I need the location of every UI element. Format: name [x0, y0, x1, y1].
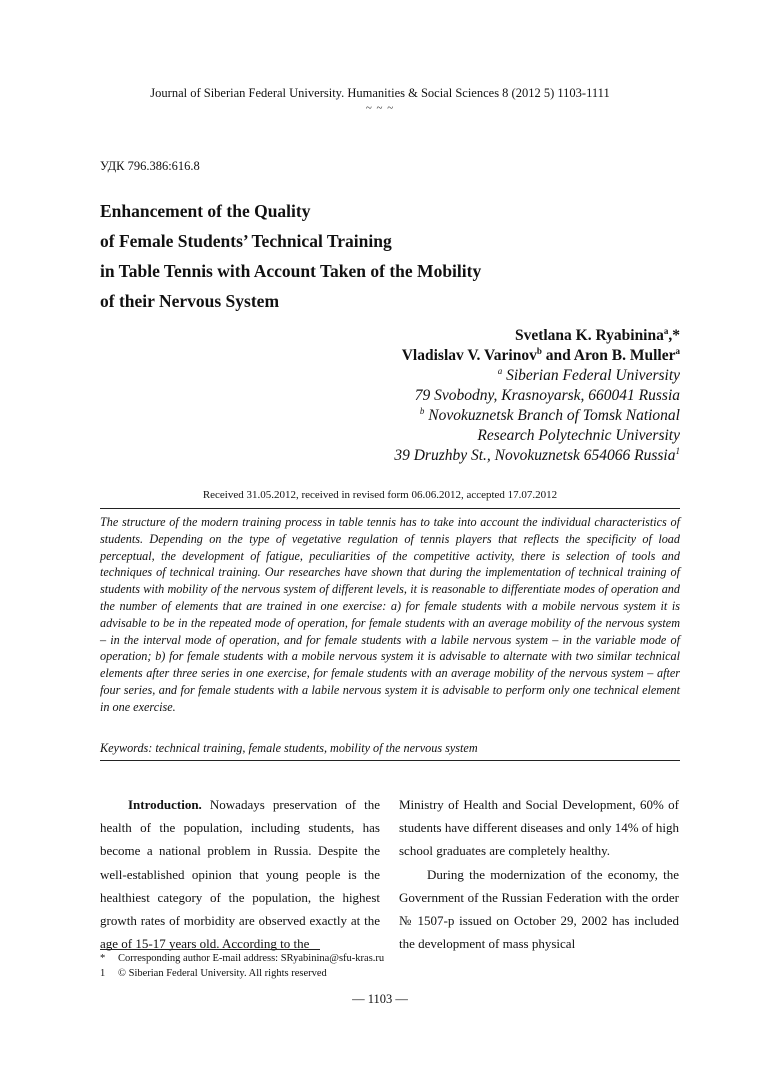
aff-line: Research Polytechnic University	[477, 427, 680, 444]
author-suffix: ,*	[668, 327, 680, 344]
author-name: Svetlana K. Ryabinina	[514, 327, 664, 344]
footnote-mark: 1	[100, 968, 106, 979]
page-number: — 1103 —	[352, 992, 408, 1006]
journal-header: Journal of Siberian Federal University. Humanities & Social Sciences 8 (2012 5) 1103-1111	[150, 86, 610, 100]
footnote-rule	[100, 949, 320, 950]
footnote-text: Corresponding author E-mail address: SRyabinina@sfu-kras.ru	[118, 953, 385, 964]
title-line: Enhancement of the Quality	[100, 201, 311, 221]
aff-line: Novokuznetsk Branch of Tomsk National	[424, 407, 680, 424]
author-line-1	[394, 326, 680, 346]
keywords: Keywords: technical training, female students, mobility of the nervous system	[100, 741, 478, 755]
body-column-right	[399, 793, 679, 955]
author-block	[394, 326, 680, 466]
title-line: of their Nervous System	[100, 291, 280, 311]
title-line: of Female Students’ Technical Training	[100, 231, 392, 251]
author-sup: a	[663, 325, 669, 336]
aff-line: 39 Druzhby St., Novokuznetsk 654066 Russia	[394, 447, 676, 464]
aff-line: 79 Svobodny, Krasnoyarsk, 660041 Russia	[414, 387, 680, 404]
abstract: The structure of the modern training process in table tennis has to take into account the individual characteristics of students. Depending on the type of vegetative regulation of tennis players that reflects the specificity of load perceptual, the development of fatigue, peculiarities of the competitive activity, there is selection of tools and techniques of technical training. Our researches have shown that during the implementation of technical training of students with mobility of the nervous system of different levels, it is reasonable to differentiate modes of operation and the number of elements that are trained in one exercise: a) for female students with a mobile nervous system it is advisable to be in the repeated mode of operation, for female students with an average mobility of the nervous system – in the interval mode of operation, and for female students with a labile nervous system – in the variable mode of operation; b) for female students with a mobile nervous system it is advisable to alternate with two similar technical elements after three series in one exercise, for female students with an average mobility of the nervous system – after four series, and for female students with a labile nervous system it is advisable to perform only one technical element in one exercise.	[100, 515, 680, 714]
section-heading: Introduction.	[128, 797, 202, 812]
body-paragraph: Ministry of Health and Social Development, 60% of students have different diseases and only 14% of high school graduates are completely healthy.	[399, 797, 679, 859]
aff-sup: b	[419, 405, 425, 416]
author-line-2	[394, 346, 680, 366]
author-name: and Aron B. Muller	[541, 347, 676, 364]
footnote-mark: *	[100, 953, 106, 964]
affiliation-b	[394, 406, 680, 426]
author-name: Vladislav V. Varinov	[401, 347, 537, 364]
abstract-top-rule	[100, 508, 680, 509]
received-dates: Received 31.05.2012, received in revised form 06.06.2012, accepted 17.07.2012	[202, 489, 558, 501]
footnote	[100, 967, 327, 981]
abstract-bottom-rule	[100, 760, 680, 761]
header-ornament: ~ ~ ~	[365, 102, 395, 114]
author-sup: b	[536, 345, 542, 356]
body-paragraph: During the modernization of the economy, the Government of the Russian Federation with the order № 1507-р issued on October 29, 2002 has included the development of mass physical	[399, 866, 679, 952]
aff-sup: a	[497, 365, 503, 376]
footnote-text: © Siberian Federal University. All rights reserved	[118, 968, 327, 979]
affiliation-a	[394, 366, 680, 386]
paper-title	[100, 196, 660, 316]
body-column-left	[100, 793, 380, 955]
body-paragraph	[100, 793, 380, 955]
udk-code: УДК 796.386:616.8	[100, 159, 200, 173]
author-sup: a	[675, 345, 680, 356]
aff-line: Siberian Federal University	[502, 367, 680, 384]
title-line: in Table Tennis with Account Taken of the Mobility	[100, 261, 482, 281]
aff-sup: 1	[675, 445, 680, 456]
body-text: Nowadays preservation of the health of the population, including students, has become a national problem in Russia. Despite the well-established opinion that young people is the healthiest category of the population, the highest growth rates of morbidity are observed exactly at the age of 15-17 years old. According to the	[100, 797, 380, 952]
aff-address	[394, 446, 680, 466]
footnote	[100, 952, 384, 966]
